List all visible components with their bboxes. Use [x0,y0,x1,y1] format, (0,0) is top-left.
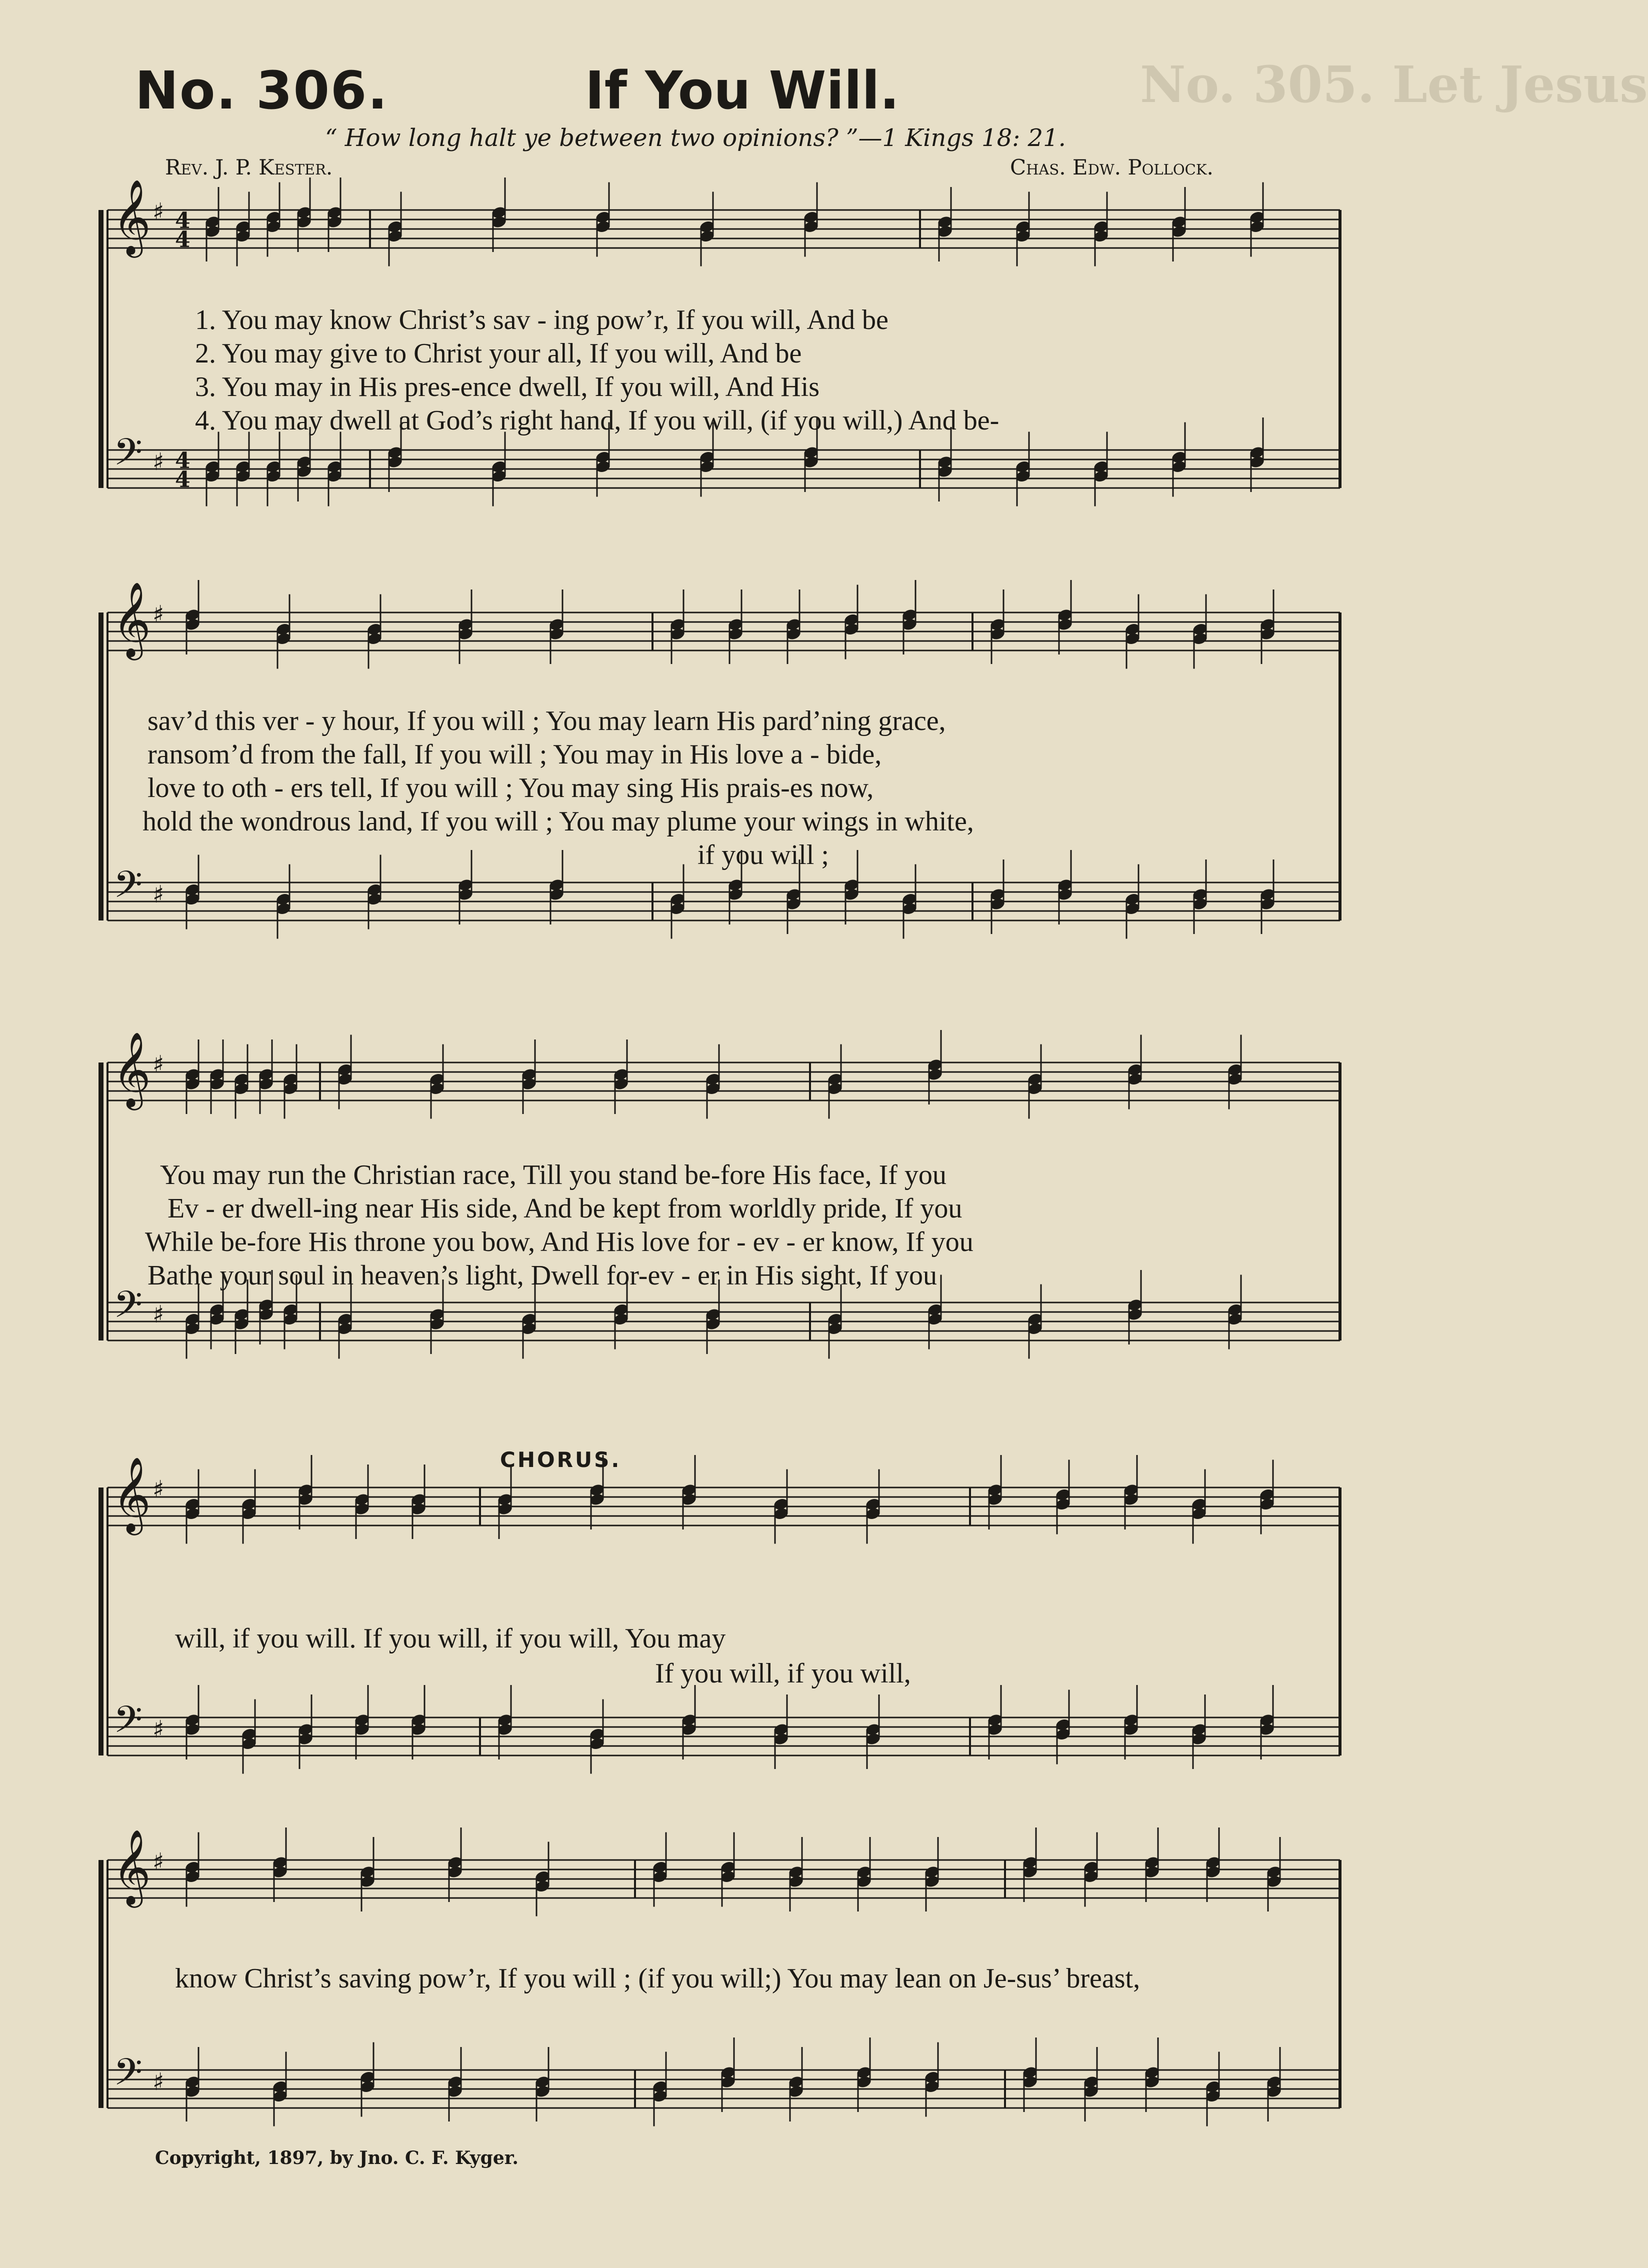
composer-credit: Chas. Edw. Pollock. [1010,155,1214,180]
lyric-s1-v2: 2. You may give to Christ your all, If you will, And be [195,338,802,369]
treble-clef-icon: 𝄞 [112,581,151,657]
lyric-s4-bottom: If you will, if you will, [655,1658,911,1689]
copyright-notice: Copyright, 1897, by Jno. C. F. Kyger. [155,2148,518,2168]
lyric-s1-v3: 3. You may in His pres-ence dwell, If you will, And His [195,372,820,402]
lyric-s1-v4: 4. You may dwell at God’s right hand, If you will, (if you will,) And be- [195,405,1000,436]
lyric-s2-extra: if you will ; [698,840,829,870]
treble-clef-icon: 𝄞 [112,1828,151,1904]
lyricist-credit: Rev. J. P. Kester. [165,155,333,180]
sharp-icon: ♯ [152,1848,164,1876]
system-brace [98,210,104,488]
lyric-s2-v2: ransom’d from the fall, If you will ; You may in His love a - bide, [148,739,882,770]
bass-clef-icon: 𝄢 [114,430,142,483]
lyric-s3-v1: You may run the Christian race, Till you stand be-fore His face, If you [160,1160,946,1190]
lyric-s5: know Christ’s saving pow’r, If you will ; (if you will;) You may lean on Je-sus’ breast, [175,1963,1140,1994]
system-brace [98,612,104,920]
bass-clef-icon: 𝄢 [114,1283,142,1336]
sharp-icon: ♯ [152,1050,164,1078]
lyric-s3-v3: While be-fore His throne you bow, And His love for - ev - er know, If you [145,1226,974,1258]
lyric-s2-v1: sav’d this ver - y hour, If you will ; You may learn His pard’ning grace, [148,706,946,736]
sharp-icon: ♯ [152,2068,164,2096]
bleed-through-title: No. 305. Let Jesus [1140,55,1648,114]
chorus-label: CHORUS. [500,1448,622,1472]
lyric-s2-v4: hold the wondrous land, If you will ; You may plume your wings in white, [142,806,974,837]
lyric-s1-v1: 1. You may know Christ’s sav - ing pow’r, If you will, And be [195,304,888,336]
sharp-icon: ♯ [152,1300,164,1328]
time-signature: 4 [175,208,190,234]
sharp-icon: ♯ [152,600,164,628]
hymn-number: No. 306. [135,60,388,121]
sharp-icon: ♯ [152,1476,164,1504]
time-signature: 4 [175,227,190,252]
bass-clef-icon: 𝄢 [114,863,142,916]
sharp-icon: ♯ [152,198,164,226]
time-signature: 4 [175,448,190,474]
lyric-s3-v4: Bathe your soul in heaven’s light, Dwell for-ev - er in His sight, If you [148,1260,938,1291]
sharp-icon: ♯ [152,880,164,908]
scripture-epigraph: “ How long halt ye between two opinions? ”—1 Kings 18: 21. [325,124,1066,152]
treble-clef-icon: 𝄞 [112,178,151,254]
system-brace [98,1860,104,2108]
lyric-s2-v3: love to oth - ers tell, If you will ; You may sing His prais-es now, [148,772,874,804]
hymn-title: If You Will. [585,60,900,121]
treble-clef-icon: 𝄞 [112,1456,151,1532]
bass-clef-icon: 𝄢 [114,1698,142,1750]
sharp-icon: ♯ [152,1716,164,1744]
bass-clef-icon: 𝄢 [114,2050,142,2103]
lyric-s4-top: will, if you will. If you will, if you will, You may [175,1623,726,1654]
sharp-icon: ♯ [152,448,164,476]
lyric-s3-v2: Ev - er dwell-ing near His side, And be kept from worldly pride, If you [168,1193,962,1224]
treble-clef-icon: 𝄞 [112,1031,151,1107]
system-brace [98,1062,104,1340]
system-brace [98,1488,104,1756]
time-signature: 4 [175,467,190,492]
